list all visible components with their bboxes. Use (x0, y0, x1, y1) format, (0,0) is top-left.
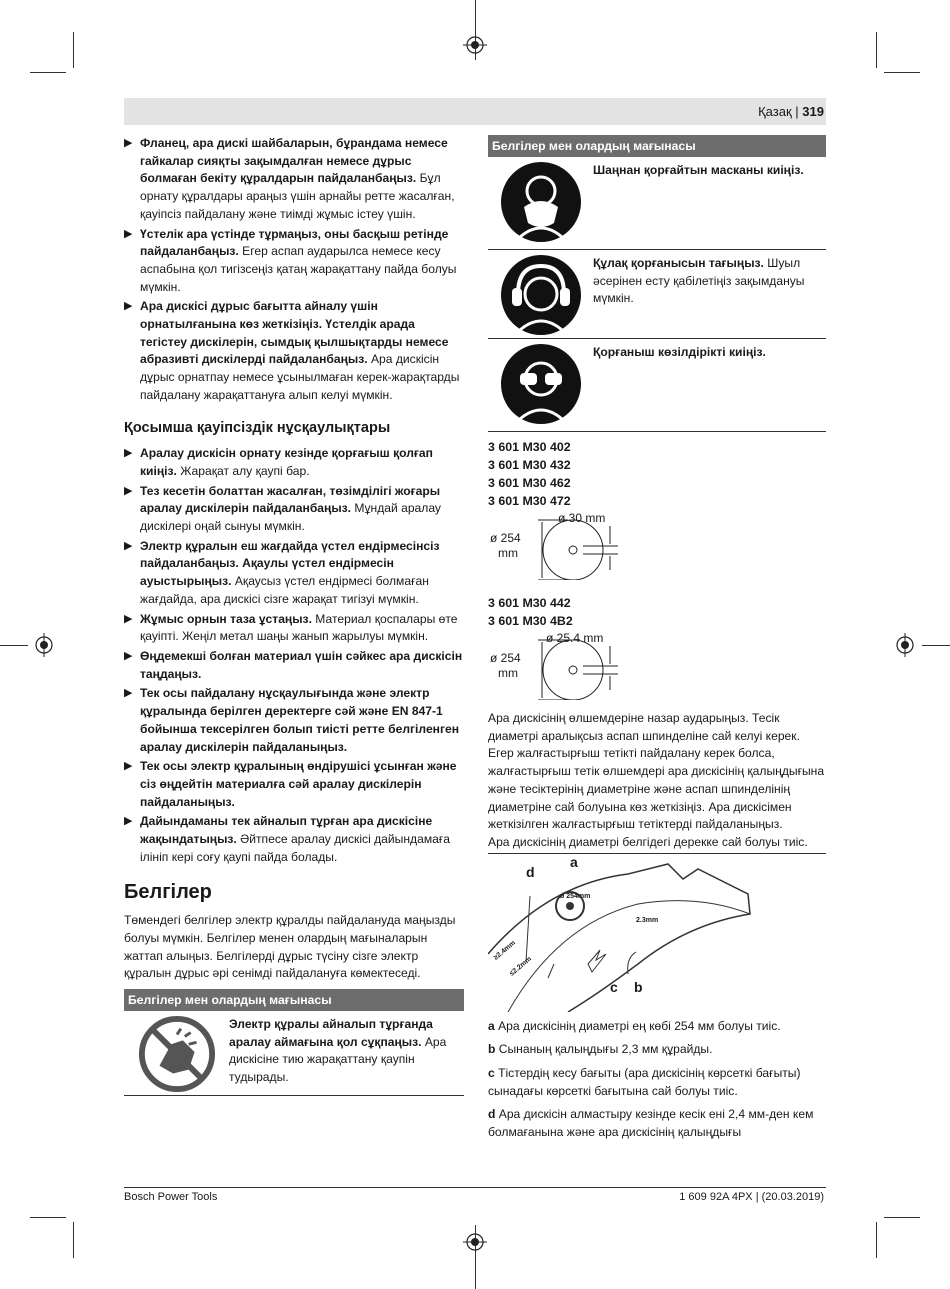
bullet-bold: Электр құралын еш жағдайда үстел ендірмесінсіз пайдаланбаңыз. Ақаулы үстел ендірмесін ауыстырыңыз. (140, 538, 440, 589)
section-title: Қосымша қауіпсіздік нұсқаулықтары (124, 419, 391, 436)
registration-mark-icon (893, 633, 917, 657)
blade-diagram-25 (488, 630, 826, 700)
ear-protection-icon (500, 254, 582, 336)
bullet-bold: Тез кесетін болаттан жасалған, төзімділігі жоғары аралау дискілерін пайдаланбаңыз. (140, 483, 441, 516)
bullet-item (124, 538, 464, 609)
symbol-row (488, 250, 826, 339)
header-separator: | (795, 104, 799, 119)
bullet-bold: Ара дискісі дұрыс бағытта айналу үшін орнатылғанына көз жеткізіңіз. Үстелдік арада тегістеу дискілерін, сымдық қылшықтарды немесе абразивті дискілерді пайдаланбаңыз. (140, 299, 449, 367)
safety-goggles-icon (500, 343, 582, 425)
bullet-bold: Фланец, ара дискі шайбаларын, бұрандама немесе гайкалар сияқты зақымдалған немесе дұрыс болмаған бекіту құралдарын пайдаланбаңыз. (140, 136, 448, 186)
crop-mark (73, 32, 74, 68)
legend-text: Ара дискісінің диаметрі ең көбі 254 мм болуы тиіс. (494, 1018, 781, 1033)
bullet-text: Бұл орнату құралдары араңыз үшін арнайы ретте жасалған, қауіпсіз пайдалану және тиімді жұмыс істеу үшін. (140, 171, 455, 221)
bullet-text: Жарақат алу қаупі бар. (176, 463, 310, 478)
row-bold: Қорғаныш көзілдірікті киіңіз. (593, 345, 766, 359)
bullet-bold: Жұмыс орнын таза ұстаңыз. (140, 611, 312, 626)
footer-right: 1 609 92A 4PX | (20.03.2019) (679, 1191, 824, 1203)
legend-key: a (488, 1018, 495, 1033)
bullet-text: Ара дискісін дұрыс орнатпау немесе ұсынылмаған керек-жарақтарды пайдалану жарақаттануға алып келуі мүмкін. (140, 352, 460, 402)
bullet-bold: Өңдемекші болған материал үшін сәйкес ара дискісін таңдаңыз. (140, 648, 463, 681)
page-number: 319 (802, 104, 824, 119)
bullet-text: Егер аспап аударылса немесе кесу аспабына қол тигізсеңіз қатаң жарақаттану пайда болуы мүмкін. (140, 244, 457, 294)
crop-mark (922, 645, 950, 646)
symbol-row (488, 157, 826, 250)
registration-mark-icon (32, 633, 56, 657)
symbol-row (124, 1011, 464, 1096)
symbols-intro: Төмендегі белгілер электр құралды пайдалануда маңызды болуы мүмкін. Белгілер менен олардың мағыналарын жаттап алыңыз. Белгілерді дұрыс түсіну сізге электр құралын дұрыс әрі сенімді пайдалануға көмектеседі. (124, 913, 456, 981)
bullet-arrow-icon: ▶ (124, 447, 133, 460)
bullet-item (124, 298, 464, 404)
bullet-item (124, 445, 464, 480)
bullet-item (124, 648, 464, 683)
row-bold: Шаңнан қорғайтын масканы киіңіз. (593, 163, 804, 177)
diameter-label: ø 254 (490, 651, 521, 665)
bullet-arrow-icon: ▶ (124, 484, 133, 497)
legend-key: c (488, 1066, 495, 1081)
bullet-text: Мұндай аралау дискілері оңай сынуы мүмкін. (140, 501, 441, 534)
symbol-row (488, 339, 826, 432)
dimensions-text: Ара дискісінің өлшемдеріне назар аударыңыз. Тесік диаметрі аралықсыз аспап шпинделіне сай келуі керек. Егер жалғастырғыш тетікті пайдалану керек болса, жалғастырғыш тетік өлшемдері ара дискісінің қалыңдығына және тесіктерінің диаметріне және аспап шпинделінің диаметріне сай болуына көз жеткізіңіз. Ара дискісімен жеткізілген жалғастырғыш тетіктерді пайдаланыңыз. (488, 711, 825, 832)
mark-254: ø 254mm (560, 892, 591, 900)
legend-key: d (488, 1107, 496, 1122)
riving-knife-drawing (488, 854, 826, 1012)
bore-label: ø 25.4 mm (546, 631, 604, 645)
unit-label: mm (498, 666, 518, 680)
registration-mark-icon (463, 1230, 487, 1254)
model-number: 3 601 M30 472 (488, 494, 571, 508)
legend-text: Сынаның қалыңдығы 2,3 мм құрайды. (495, 1042, 713, 1057)
crop-mark (884, 1217, 920, 1218)
diameter-label: ø 254 (490, 531, 521, 545)
bullet-arrow-icon: ▶ (124, 227, 133, 240)
legend-item (488, 1018, 826, 1036)
crop-mark (884, 72, 920, 73)
header-bar (124, 98, 826, 125)
registration-mark-icon (463, 33, 487, 57)
mark-23: 2.3mm (636, 916, 659, 924)
bullet-arrow-icon: ▶ (124, 760, 133, 773)
bullet-item (124, 813, 464, 866)
bullet-arrow-icon: ▶ (124, 815, 133, 828)
mark-22: ≤2.2mm (508, 955, 534, 978)
crop-mark (876, 1222, 877, 1258)
legend-key: b (488, 1042, 496, 1057)
bullet-bold: Тек осы электр құралының өндірушісі ұсынған және сіз өңдейтін материалға сәй аралау дискілерін пайдаланыңыз. (140, 759, 457, 809)
crop-mark (30, 1217, 66, 1218)
bullet-item (124, 483, 464, 536)
table-header: Белгілер мен олардың мағынасы (124, 989, 464, 1011)
label-d: d (526, 863, 535, 880)
model-number: 3 601 M30 402 (488, 440, 571, 454)
bullet-arrow-icon: ▶ (124, 539, 133, 552)
bullet-arrow-icon: ▶ (124, 687, 133, 700)
model-number: 3 601 M30 442 (488, 596, 571, 610)
legend-text: Тістердің кесу бағыты (ара дискісінің көрсеткі бағыты) сынадағы көрсеткі бағытына сай болуы тиіс. (488, 1066, 801, 1098)
legend-item (488, 1106, 826, 1141)
page-header (758, 104, 824, 119)
footer-rule (124, 1187, 826, 1188)
bullet-text: Материал қоспалары өте қауіпті. Жеңіл метал шаңы жанып жарылуы мүмкін. (140, 611, 458, 644)
legend-item (488, 1065, 826, 1100)
bullet-bold: Тек осы пайдалану нұсқаулығында және электр құралында берілген деректерге сәй және EN 847-1 бойынша тексерілген болып тиісті ретте белгіленген аралау дискілерін пайдаланыңыз. (140, 686, 460, 754)
crop-mark (73, 1222, 74, 1258)
unit-label: mm (498, 546, 518, 560)
label-c: c (610, 978, 618, 995)
hand-warning-bold: Электр құралы айналып тұрғанда аралау аймағына қол сұқпаңыз. (229, 1016, 433, 1049)
symbols-title: Белгілер (124, 881, 212, 904)
footer-left: Bosch Power Tools (124, 1191, 218, 1203)
model-number: 3 601 M30 432 (488, 458, 571, 472)
dust-mask-icon (500, 161, 582, 243)
legend-text: Ара дискісін алмастыру кезінде кесік ені 2,4 мм-ден кем болмағанына және ара дискісінің қалыңдығы (488, 1107, 814, 1140)
header-language: Қазақ (758, 104, 792, 119)
bullet-item (124, 226, 464, 297)
bullet-arrow-icon: ▶ (124, 300, 133, 313)
left-column (124, 135, 464, 1096)
crop-mark (0, 645, 28, 646)
crop-mark (876, 32, 877, 68)
crop-mark (30, 72, 66, 73)
riving-knife-illustration (488, 854, 826, 1012)
bullet-item (124, 758, 464, 811)
bullet-arrow-icon: ▶ (124, 137, 133, 149)
right-column (488, 135, 826, 1148)
label-a: a (570, 853, 578, 870)
bullet-arrow-icon: ▶ (124, 612, 133, 625)
bore-label: ø 30 mm (558, 511, 606, 525)
model-number: 3 601 M30 462 (488, 476, 571, 490)
bullet-item (124, 611, 464, 646)
blade-diagram-30 (488, 510, 826, 580)
legend-item (488, 1041, 826, 1059)
bullet-text: Әйтпесе аралау дискісі дайындамаға ілініп кері соғу қаупі пайда болады. (140, 832, 450, 864)
row-text: Шуыл әсерінен есту қабілетіңіз зақымдануы мүмкін. (593, 256, 805, 306)
table-header: Белгілер мен олардың мағынасы (488, 135, 826, 157)
hand-warning-text: Ара дискісіне тию жарақаттану қаупін тудырады. (229, 1034, 447, 1085)
bullet-item (124, 685, 464, 756)
bullet-bold: Үстелік ара үстінде тұрмаңыз, оны басқыш ретінде пайдаланбаңыз. (140, 226, 449, 259)
bullet-text: Ақаусыз үстел ендірмесі болмаған жағдайда, ара дискісі сізге жарақат тигізуі мүмкін. (140, 574, 429, 606)
no-hand-contact-icon (137, 1015, 217, 1093)
row-bold: Құлақ қорғанысын тағыңыз. (593, 256, 764, 270)
bullet-arrow-icon: ▶ (124, 649, 133, 662)
label-b: b (634, 978, 643, 995)
bullet-bold: Дайындаманы тек айналып тұрған ара дискісіне жақындатыңыз. (140, 814, 433, 847)
bullet-bold: Аралау дискісін орнату кезінде қорғағыш қолғап киіңіз. (140, 446, 433, 478)
mark-24: ≥2.4mm (492, 939, 518, 962)
bullet-item (124, 135, 464, 224)
model-number: 3 601 M30 4B2 (488, 614, 573, 628)
dimensions-text-2: Ара дискісінің диаметрі белгідегі дерекке сай болуы тиіс. (488, 834, 826, 854)
